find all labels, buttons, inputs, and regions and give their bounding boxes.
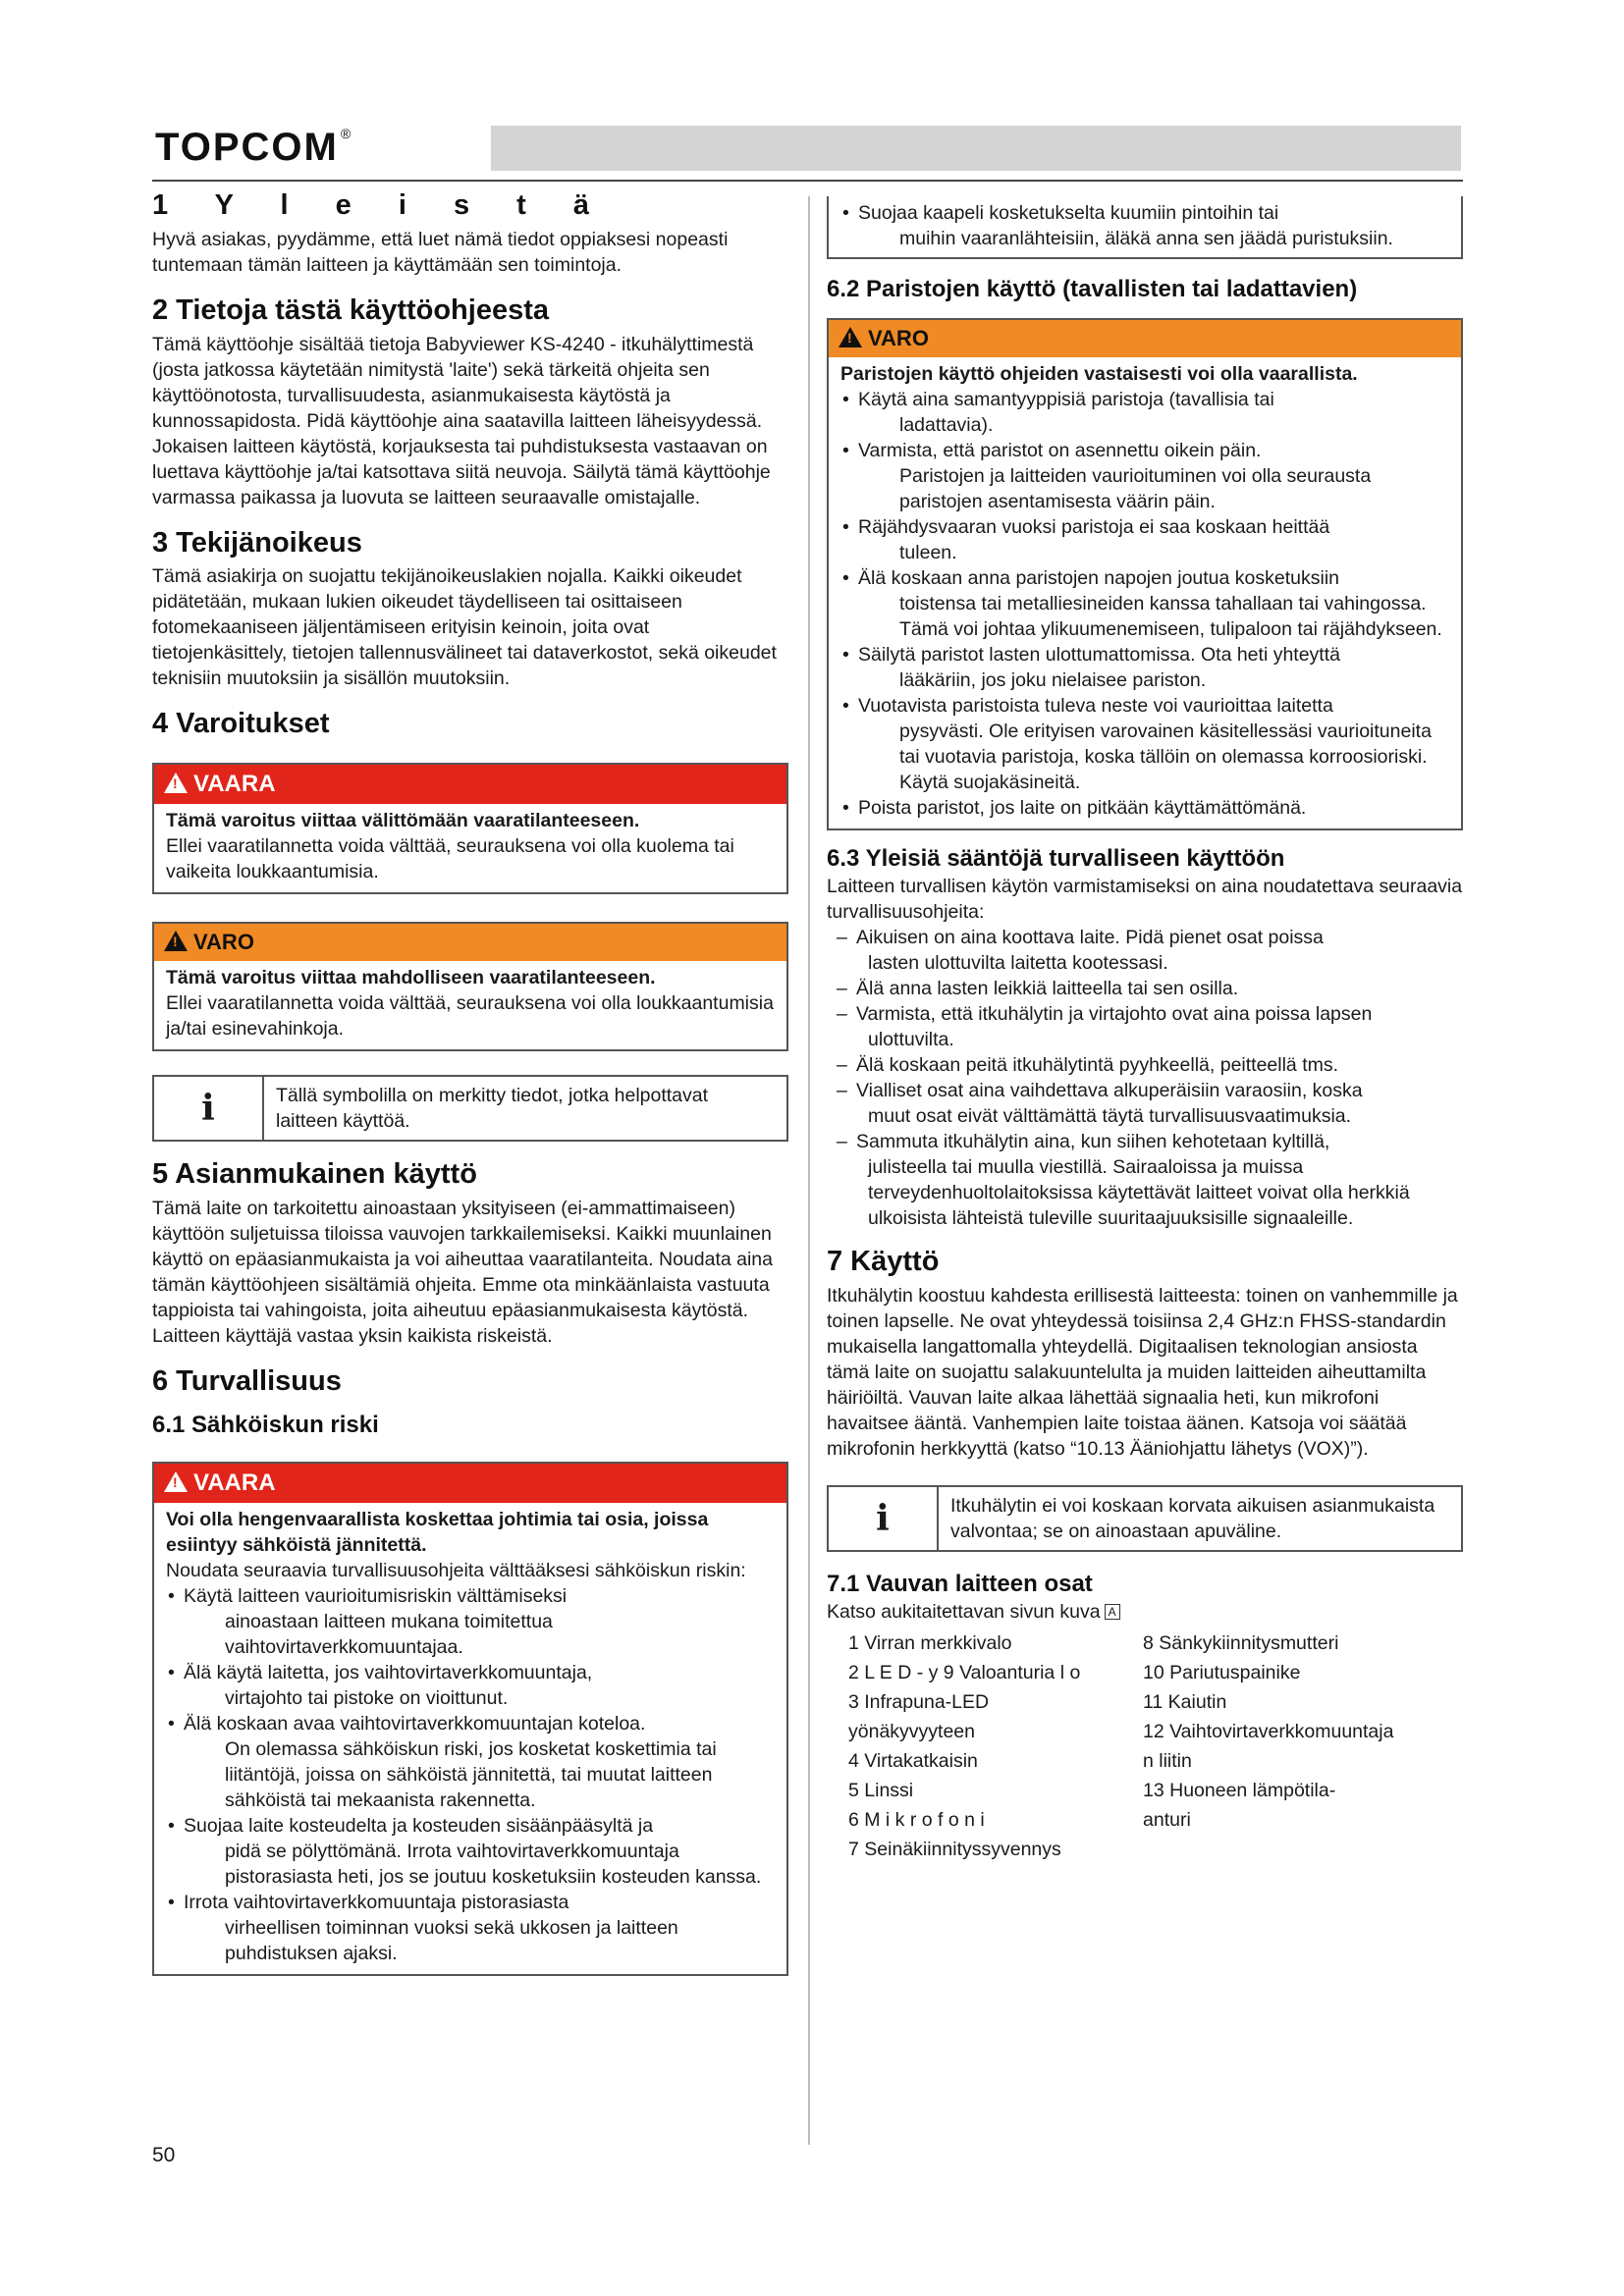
info-icon: i [154, 1077, 264, 1140]
part-item: 8 Sänkykiinnitysmutteri [1143, 1631, 1339, 1654]
list-item: • Poista paristot, jos laite on pitkään käyttämättömänä. [840, 795, 1449, 821]
safety-list [840, 200, 1449, 251]
info-box [827, 1485, 1463, 1552]
brand-logo: TOPCOM ® [155, 126, 352, 169]
part-item: n liitin [1143, 1749, 1192, 1772]
right-column [827, 196, 1463, 1864]
warning-triangle-icon [839, 327, 862, 347]
column-divider [808, 196, 810, 2145]
section-title: 1 Y l e i s t ä [152, 189, 609, 221]
list-item: – Varmista, että itkuhälytin ja virtajohto ovat aina poissa lapsen ulottuvilta. [827, 1001, 1463, 1052]
section-title: 6 Turvallisuus [152, 1364, 342, 1397]
parts-list [827, 1629, 1463, 1864]
rules-list [827, 925, 1463, 1231]
subsection-title: 6.3 Yleisiä sääntöjä turvalliseen käyttöön [827, 845, 1285, 872]
list-item: – Sammuta itkuhälytin aina, kun siihen kehotetaan kyltillä, julisteella tai muulla viestillä. Sairaaloissa ja muissa terveydenhuoltolaitoksissa käytettävät laitteet voivat olla herkkiä ulkoisista lähteistä tuleville suuritaajuuksisille signaaleille. [827, 1129, 1463, 1231]
part-item: 5 Linssi [848, 1779, 914, 1801]
header-rule [152, 180, 1463, 182]
info-text: Tällä symbolilla on merkitty tiedot, jotka helpottavat laitteen käyttöä. [276, 1085, 709, 1133]
list-item: – Aikuisen on aina koottava laite. Pidä pienet osat poissa lasten ulottuvilta laitetta kootessasi. [827, 925, 1463, 976]
list-item: • Älä koskaan avaa vaihtovirtaverkkomuuntajan koteloa. On olemassa sähköiskun riski, jos kosketat koskettimia tai liitäntöjä, joissa on sähköistä jännitettä, tai muutat laitteen sähköistä tai mekaanista rakennetta. [166, 1711, 775, 1813]
info-box [152, 1075, 788, 1142]
danger-box [152, 763, 788, 894]
part-item [1121, 1835, 1435, 1864]
danger-box [152, 1462, 788, 1976]
list-item: • Varmista, että paristot on asennettu oikein päin. Paristojen ja laitteiden vaurioituminen voi olla seurausta paristojen asentamisesta väärin päin. [840, 438, 1449, 514]
list-item: • Säilytä paristot lasten ulottumattomissa. Ota heti yhteyttä lääkäriin, jos joku nielaisee pariston. [840, 642, 1449, 693]
list-item: • Käytä laitteen vaurioitumisriskin välttämiseksi ainoastaan laitteen mukana toimitettua vaihtovirtaverkkomuuntajaa. [166, 1583, 775, 1660]
danger-intro: Noudata seuraavia turvallisuusohjeita välttääksesi sähköiskun riskin: [166, 1559, 746, 1581]
list-item: – Älä koskaan peitä itkuhälytintä pyyhkeellä, peitteellä tms. [827, 1052, 1463, 1078]
list-item: • Käytä aina samantyyppisiä paristoja (tavallisia tai ladattavia). [840, 387, 1449, 438]
caution-box [152, 922, 788, 1051]
danger-box-continued [827, 196, 1463, 259]
list-item: • Irrota vaihtovirtaverkkomuuntaja pistorasiasta virheellisen toiminnan vuoksi sekä ukkosen ja laitteen puhdistuksen ajaksi. [166, 1890, 775, 1966]
part-item: anturi [1143, 1808, 1191, 1831]
danger-heading: Voi olla hengenvaarallista koskettaa johtimia tai osia, joissa esiintyy sähköistä jännitettä. [166, 1508, 709, 1556]
battery-list [840, 387, 1449, 821]
caution-header: !VARO [829, 320, 1461, 357]
warning-triangle-icon [164, 773, 188, 793]
caution-header: !VARO [154, 924, 786, 961]
section-title: 2 Tietoja tästä käyttöohjeesta [152, 294, 550, 326]
subsection-title: 7.1 Vauvan laitteen osat [827, 1570, 1093, 1597]
list-item: • Suojaa kaapeli kosketukselta kuumiin pintoihin tai muihin vaaranlähteisiin, äläkä anna sen jäädä puristuksiin. [840, 200, 1449, 251]
left-column [152, 188, 788, 1976]
section-text: Tämä asiakirja on suojattu tekijänoikeuslakien nojalla. Kaikki oikeudet pidätetään, mukaan lukien oikeudet täydelliseen tai osittaiseen fotomekaaniseen jäljentämiseen erityisin keinoin, joita ovat tietojenkäsittely, tietojen tallennusvälineet tai dataverkostot, sekä oikeudet teknisiin muutoksiin ja sisällön muutoksiin. [152, 565, 777, 690]
header-bar [491, 126, 1461, 171]
section-title: 3 Tekijänoikeus [152, 526, 362, 559]
list-item: • Älä käytä laitetta, jos vaihtovirtaverkkomuuntaja, virtajohto tai pistoke on vioittunut. [166, 1660, 775, 1711]
section-title: 7 Käyttö [827, 1246, 940, 1277]
part-item: 12 Vaihtovirtaverkkomuuntaja [1143, 1720, 1394, 1742]
list-item: • Vuotavista paristoista tuleva neste voi vaurioittaa laitetta pysyvästi. Ole erityisen varovainen käsitellessäsi vaurioituneita tai vuotavia paristoja, koska tällöin on olemassa korroosioriski. Käytä suojakäsineitä. [840, 693, 1449, 795]
caution-heading: Paristojen käyttö ohjeiden vastaisesti voi olla vaarallista. [840, 363, 1358, 385]
part-item: 10 Pariutuspainike [1143, 1661, 1301, 1683]
caution-heading: Tämä varoitus viittaa mahdolliseen vaaratilanteeseen. [166, 967, 656, 989]
subsection-title: 6.2 Paristojen käyttö (tavallisten tai ladattavien) [827, 276, 1358, 302]
section-text: Hyvä asiakas, pyydämme, että luet nämä tiedot oppiaksesi nopeasti tuntemaan tämän laitteen ja käyttämään sen toimintoja. [152, 228, 729, 276]
list-item: • Älä koskaan anna paristojen napojen joutua kosketuksiin toistensa tai metalliesineiden kanssa tahallaan tai vahingossa. Tämä voi johtaa ylikuumenemiseen, tulipaloon tai räjähdykseen. [840, 565, 1449, 642]
part-item: 3 Infrapuna-LED [848, 1690, 990, 1713]
danger-text: Ellei vaaratilannetta voida välttää, seurauksena voi olla kuolema tai vaikeita loukkaantumisia. [166, 835, 734, 883]
part-item: yönäkyvyyteen [848, 1720, 975, 1742]
warning-triangle-icon [164, 931, 188, 951]
section-text: Tämä käyttöohje sisältää tietoja Babyviewer KS-4240 - itkuhälyttimestä (josta jatkossa käytetään nimitystä 'laite') sekä tärkeitä ohjeita sen käyttöönotosta, turvallisuudesta, asianmukaisesta käytöstä ja kunnossapidosta. Pidä käyttöohje aina saatavilla laitteen läheisyydessä. Jokaisen laitteen käytöstä, korjauksesta tai puhdistuksesta vastaavan on luettava käyttöohje ja/tai katsottava siitä neuvoja. Säilytä tämä käyttöohje varmassa paikassa ja luovuta se laitteen seuraavalle omistajalle. [152, 333, 771, 508]
list-item: • Räjähdysvaaran vuoksi paristoja ei saa koskaan heittää tuleen. [840, 514, 1449, 565]
info-icon: i [829, 1487, 939, 1550]
section-title: 5 Asianmukainen käyttö [152, 1158, 477, 1191]
caution-text: Ellei vaaratilannetta voida välttää, seurauksena voi olla loukkaantumisia ja/tai esinevahinkoja. [166, 992, 774, 1041]
part-item: 1 Virran merkkivalo [848, 1631, 1012, 1654]
list-item: – Älä anna lasten leikkiä laitteella tai sen osilla. [827, 976, 1463, 1001]
subsection-title: 6.1 Sähköiskun riski [152, 1411, 379, 1438]
part-item: 7 Seinäkiinnityssyvennys [848, 1838, 1061, 1860]
section-text: Tämä laite on tarkoitettu ainoastaan yksityiseen (ei-ammattimaiseen) käyttöön suljetuissa tiloissa vauvojen tarkkailemiseksi. Kaikki muunlainen käyttö on epäasianmukaista ja voi aiheuttaa vaaratilanteita. Noudata aina tämän käyttöohjeen sisältämiä ohjeita. Emme ota minkäänlaista vastuuta tappioista tai vahingoista, joita aiheutuu epäasianmukaisesta käytöstä. Laitteen käyttäjä vastaa yksin kaikista riskeistä. [152, 1197, 773, 1347]
caution-box [827, 318, 1463, 830]
part-item: 11 Kaiutin [1143, 1690, 1227, 1713]
info-text: Itkuhälytin ei voi koskaan korvata aikuisen asianmukaista valvontaa; se on ainoastaan apuväline. [950, 1494, 1435, 1542]
section-text: Laitteen turvallisen käytön varmistamiseksi on aina noudatettava seuraavia turvallisuusohjeita: [827, 876, 1463, 923]
figure-a-icon: A [1105, 1604, 1120, 1620]
section-title: 4 Varoitukset [152, 708, 330, 740]
part-item: 6 M i k r o f o n i [848, 1808, 985, 1831]
part-item: 2 L E D - y 9 Valoanturia l o [848, 1661, 1081, 1683]
part-item: 4 Virtakatkaisin [848, 1749, 978, 1772]
list-item: • Suojaa laite kosteudelta ja kosteuden sisäänpääsyltä ja pidä se pölyttömänä. Irrota vaihtovirtaverkkomuuntaja pistorasiasta heti, jos se joutuu kosketuksiin kosteuden kanssa. [166, 1813, 775, 1890]
danger-heading: Tämä varoitus viittaa välittömään vaaratilanteeseen. [166, 810, 640, 832]
danger-header: !VAARA [154, 1464, 786, 1503]
safety-list [166, 1583, 775, 1966]
part-item: 13 Huoneen lämpötila- [1143, 1779, 1336, 1801]
figure-reference: Katso aukitaitettavan sivun kuva A [827, 1599, 1463, 1625]
warning-triangle-icon [164, 1471, 188, 1492]
danger-header: !VAARA [154, 765, 786, 804]
section-text: Itkuhälytin koostuu kahdesta erillisestä laitteesta: toinen on vanhemmille ja toinen lapselle. Ne ovat yhteydessä toisiinsa 2,4 GHz:n FHSS-standardin mukaisella langattomalla yhteydellä. Digitaalisen teknologian ansiosta tämä laite on suojattu salakuuntelulta ja muiden laitteiden aiheuttamilta häiriöiltä. Vauvan laite alkaa lähettää signaalia heti, kun mikrofoni havaitsee ääntä. Vanhempien laite toistaa äänen. Katsoja voi säätää mikrofonin herkkyyttä (katso “10.13 Ääniohjattu lähetys (VOX)”). [827, 1284, 1458, 1460]
page-number: 50 [152, 2144, 176, 2166]
list-item: – Vialliset osat aina vaihdettava alkuperäisiin varaosiin, koska muut osat eivät välttämättä täytä turvallisuusvaatimuksia. [827, 1078, 1463, 1129]
